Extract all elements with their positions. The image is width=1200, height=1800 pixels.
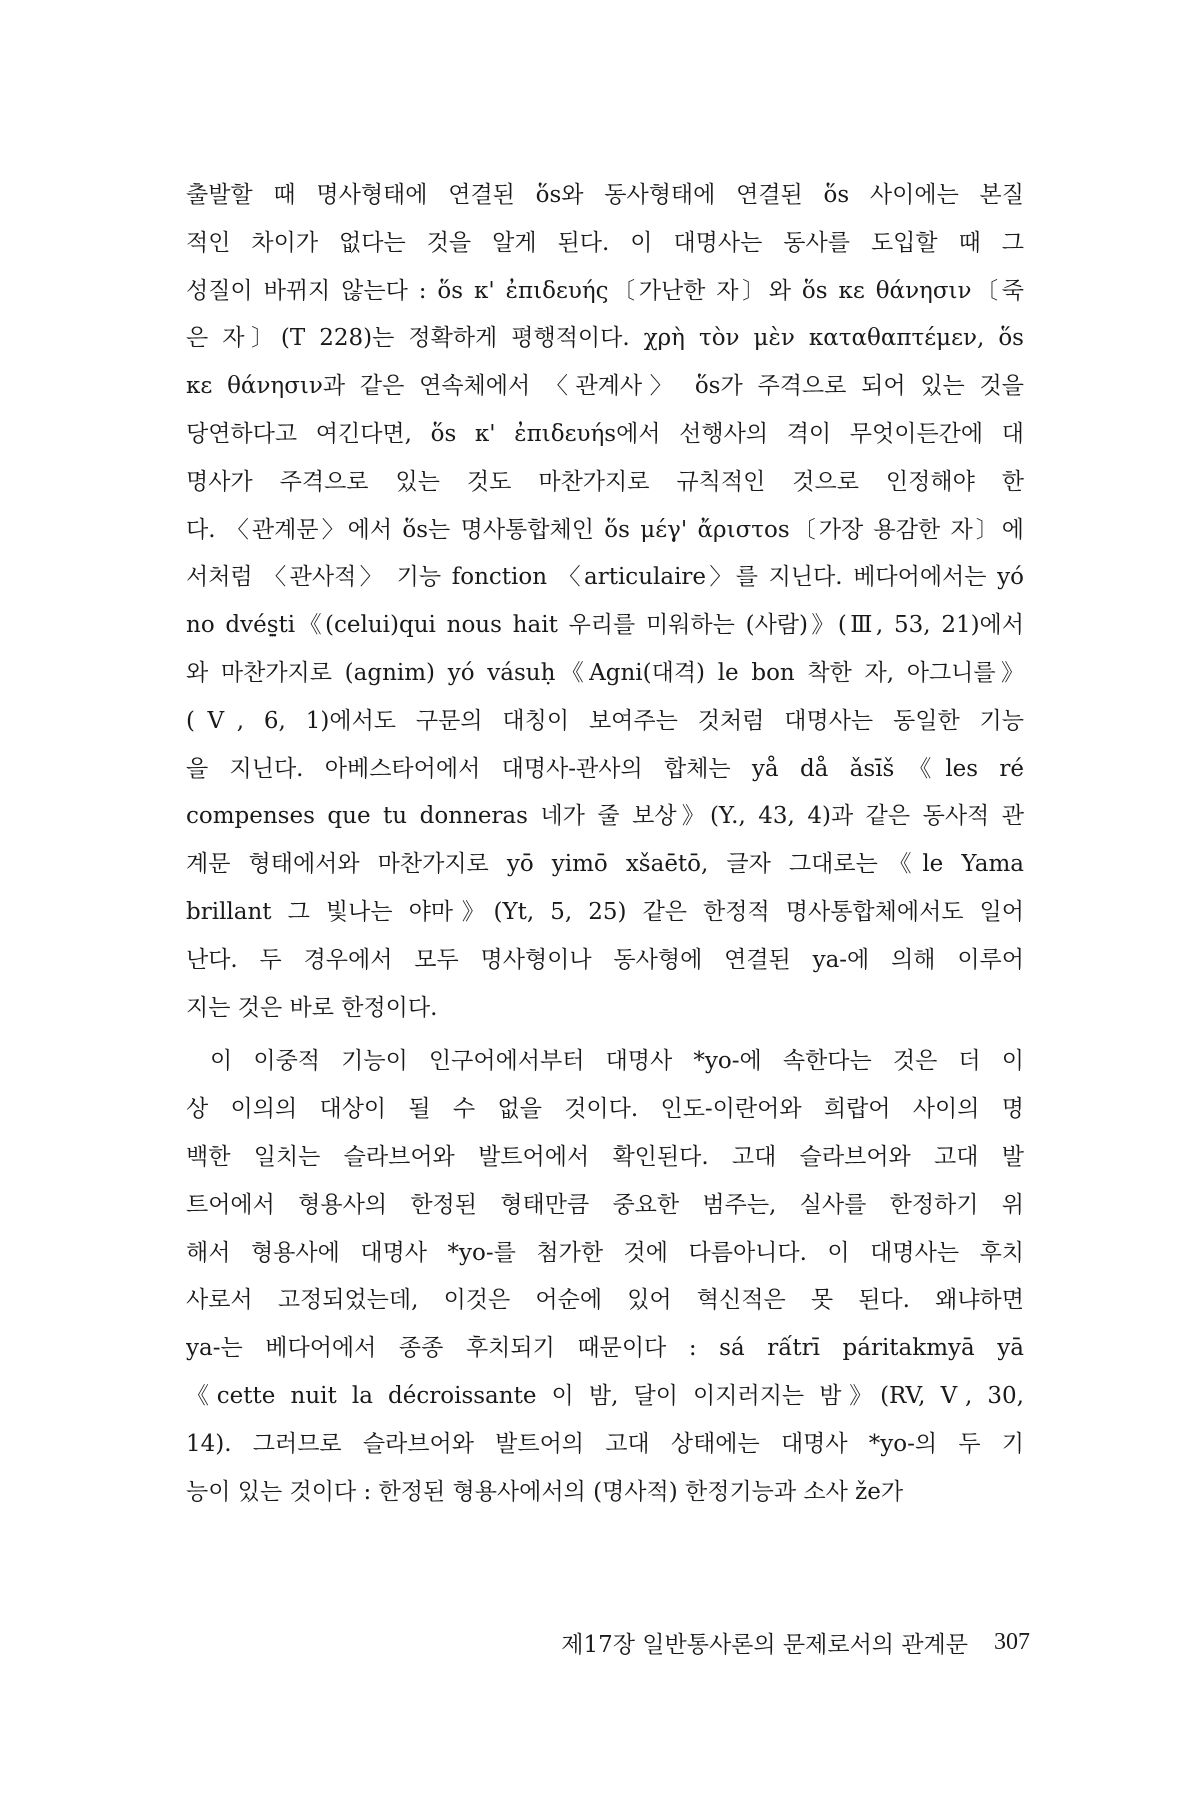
text-line: κε θάνησιν과 같은 연속체에서 〈관계사〉 ὅs가 주격으로 되어 있는 것을 xyxy=(186,373,1024,400)
text-line: 명사가 주격으로 있는 것도 마찬가지로 규칙적인 것으로 인정해야 한 xyxy=(186,468,1024,495)
text-line: 은 자〕(T 228)는 정확하게 평행적이다. χρὴ τὸν μὲν καταθαπτέμεν, ὅs xyxy=(186,325,1024,352)
paragraph xyxy=(186,172,1024,1032)
text-line: 상 이의의 대상이 될 수 없을 것이다. 인도-이란어와 희랍어 사이의 명 xyxy=(186,1096,1024,1123)
page-number: 307 xyxy=(994,1628,1030,1655)
text-line: 을 지닌다. 아베스타어에서 대명사-관사의 합체는 yå då ǎsīš《les ré xyxy=(186,755,1024,782)
text-line: 백한 일치는 슬라브어와 발트어에서 확인된다. 고대 슬라브어와 고대 발 xyxy=(186,1143,1024,1170)
text-line: 계문 형태에서와 마찬가지로 yō yimō xšaētō, 글자 그대로는《le Yama xyxy=(186,851,1024,878)
body-text xyxy=(186,172,1024,1516)
text-line: 능이 있는 것이다 : 한정된 형용사에서의 (명사적) 한정기능과 소사 že가 xyxy=(186,1478,904,1505)
paragraph xyxy=(186,1038,1024,1516)
text-line: 출발할 때 명사형태에 연결된 ὅs와 동사형태에 연결된 ὅs 사이에는 본질 xyxy=(186,182,1024,208)
text-line: 《cette nuit la décroissante 이 밤, 달이 이지러지는 밤》(RV, Ⅴ, 30, xyxy=(186,1382,1024,1409)
text-line: 사로서 고정되었는데, 이것은 어순에 있어 혁신적은 못 된다. 왜냐하면 xyxy=(186,1287,1024,1314)
text-line: brillant 그 빛나는 야마》(Yt, 5, 25) 같은 한정적 명사통합체에서도 일어 xyxy=(186,898,1024,925)
text-line: 지는 것은 바로 한정이다. xyxy=(186,994,438,1021)
text-line: 성질이 바뀌지 않는다 : ὅs κ' ἐπιδευής〔가난한 자〕와 ὅs κε θάνησιν〔죽 xyxy=(186,277,1024,304)
page-footer xyxy=(470,1622,1030,1662)
text-line: 이 이중적 기능이 인구어에서부터 대명사 *yo-에 속한다는 것은 더 이 xyxy=(210,1048,1024,1075)
text-line: 14). 그러므로 슬라브어와 발트어의 고대 상태에는 대명사 *yo-의 두 기 xyxy=(186,1430,1024,1457)
text-line: 서처럼 〈관사적〉 기능 fonction 〈articulaire〉를 지닌다. 베다어에서는 yó xyxy=(186,564,1024,591)
text-line: 당연하다고 여긴다면, ὅs κ' ἐπιδευήs에서 선행사의 격이 무엇이든간에 대 xyxy=(186,420,1024,447)
text-line: compenses que tu donneras 네가 줄 보상》(Y., 43, 4)과 같은 동사적 관 xyxy=(186,803,1024,830)
text-line: no dvéṣ̤ti《(celui)qui nous hait 우리를 미워하는 (사람)》(Ⅲ, 53, 21)에서 xyxy=(186,612,1024,639)
text-line: 난다. 두 경우에서 모두 명사형이나 동사형에 연결된 ya-에 의해 이루어 xyxy=(186,946,1024,973)
text-line: (Ⅴ, 6, 1)에서도 구문의 대칭이 보여주는 것처럼 대명사는 동일한 기능 xyxy=(186,707,1024,734)
text-line: 해서 형용사에 대명사 *yo-를 첨가한 것에 다름아니다. 이 대명사는 후치 xyxy=(186,1239,1024,1266)
text-line: 와 마찬가지로 (agnim) yó vásuḥ《Agni(대격) le bon 착한 자, 아그니를》 xyxy=(186,659,1024,686)
text-line: 적인 차이가 없다는 것을 알게 된다. 이 대명사는 동사를 도입할 때 그 xyxy=(186,229,1024,256)
text-line: 트어에서 형용사의 한정된 형태만큼 중요한 범주는, 실사를 한정하기 위 xyxy=(186,1191,1024,1218)
text-line: 다. 〈관계문〉에서 ὅs는 명사통합체인 ὅs μέγ' ἄριστοs〔가장 용감한 자〕에 xyxy=(186,516,1024,543)
text-line: ya-는 베다어에서 종종 후치되기 때문이다 : sá rấtrī páritakmyā yā xyxy=(186,1335,1024,1362)
running-title: 제17장 일반통사론의 문제로서의 관계문 xyxy=(561,1631,968,1658)
